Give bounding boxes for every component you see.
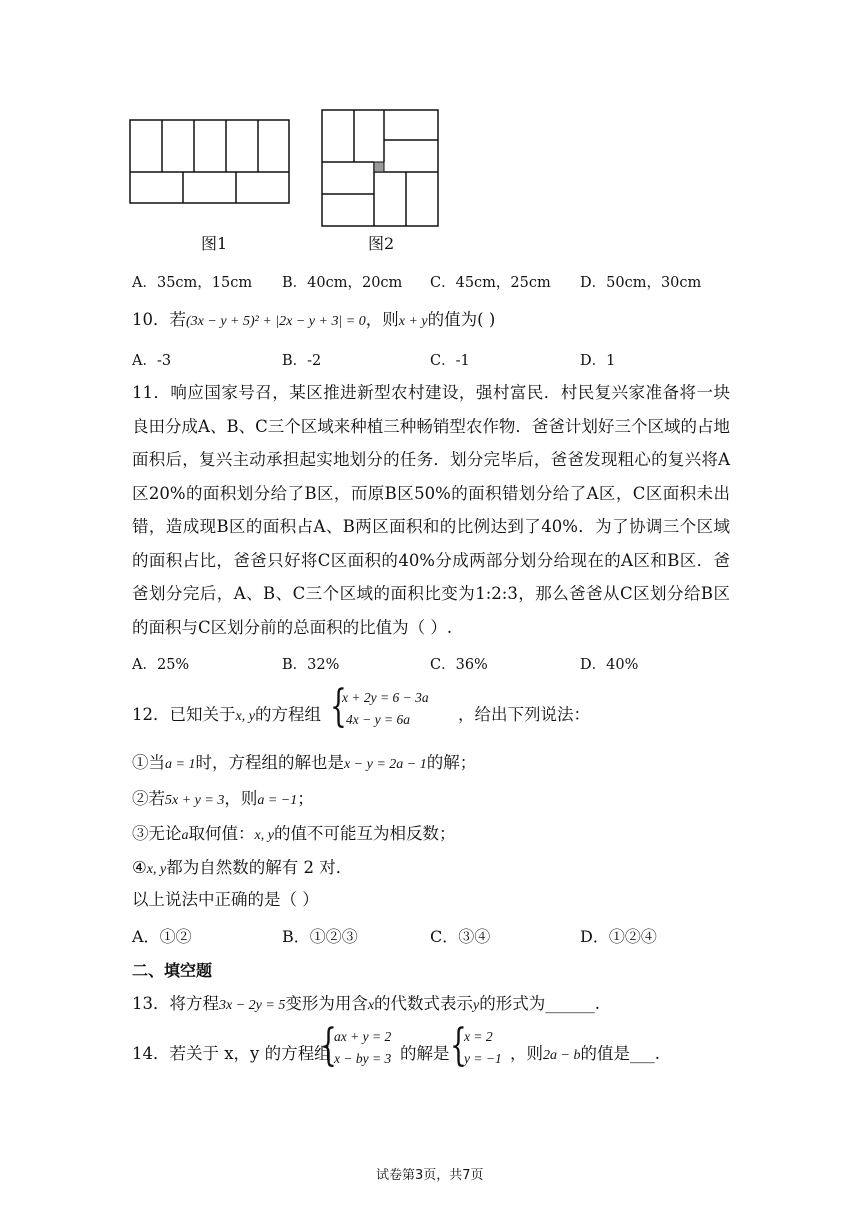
q10-option-c: C．-1 bbox=[430, 353, 470, 369]
q14-equation-system bbox=[320, 1020, 410, 1072]
q10-variable: x + y bbox=[398, 314, 428, 329]
q10-expression: (3x − y + 5)² + |2x − y + 3| = 0 bbox=[186, 314, 366, 329]
q14-eq1: ax + y = 2 bbox=[334, 1029, 392, 1044]
q10-option-a: A．-3 bbox=[132, 353, 172, 369]
q9-option-c: C．45cm，25cm bbox=[430, 275, 551, 291]
q9-option-b: B．40cm，20cm bbox=[282, 275, 403, 291]
q12-option-d: D．①②④ bbox=[580, 927, 657, 946]
q12-stem: 12．已知关于x, y的方程组 bbox=[132, 705, 321, 724]
q14-mid: 的解是 bbox=[400, 1044, 450, 1063]
figure-2-diagram bbox=[320, 108, 440, 228]
q14-end: ，则2a − b的值是___. bbox=[510, 1044, 660, 1063]
q14-sol2: y = −1 bbox=[464, 1051, 502, 1066]
q12-brace: { bbox=[330, 681, 347, 732]
q11-option-d: D．40% bbox=[580, 657, 639, 673]
q14-brace: { bbox=[320, 1020, 337, 1071]
q12-statement-3: ③无论a取何值：x, y的值不可能互为相反数； bbox=[132, 824, 456, 843]
q12-eq1: x + 2y = 6 − 3a bbox=[342, 690, 429, 705]
q14-eq2: x − by = 3 bbox=[334, 1051, 392, 1066]
q11-option-c: C．36% bbox=[430, 657, 488, 673]
q12-equation-system bbox=[330, 681, 460, 732]
q12-eq2: 4x − y = 6a bbox=[346, 712, 410, 727]
q13-stem: 13．将方程3x − 2y = 5变形为用含x的代数式表示y的形式为______. bbox=[132, 994, 601, 1013]
q11-stem: 11．响应国家号召，某区推进新型农村建设，强村富民．村民复兴家准备将一块良田分成A、B、C三个区域来种植三种畅销型农作物．爸爸计划好三个区域的占地面积后，复兴主动承担起实地划分的任务．划分完毕后，爸爸发现粗心的复兴将A区20%的面积划分给了B区，而原B区50%的面积错划分给了A区，C区面积未出错，造成现B区的面积占A、B两区面积和的比例达到了40%．为了协调三个区域的面积占比，爸爸只好将C区面积的40%分成两部分划分给现在的A区和B区．爸爸划分完后，A、B、C三个区域的面积比变为1:2:3，那么爸爸从C区划分给B区的面积与C区划分前的总面积的比值为（ ）. bbox=[132, 383, 730, 637]
q12-statement-2: ②若5x + y = 3，则a = −1； bbox=[132, 789, 314, 808]
q14-sol1: x = 2 bbox=[464, 1029, 493, 1044]
q14-solution-brace: { bbox=[450, 1020, 467, 1071]
q12-vars: x, y bbox=[235, 709, 255, 724]
q14-stem: 14．若关于 x，y 的方程组 bbox=[132, 1044, 331, 1063]
q12-statement-4: ④x, y都为自然数的解有 2 对． bbox=[132, 858, 353, 877]
figure-1-caption: 图1 bbox=[201, 234, 228, 253]
q12-option-b: B．①②③ bbox=[282, 927, 358, 946]
q11-option-b: B．32% bbox=[282, 657, 340, 673]
figure-1-diagram bbox=[128, 118, 292, 206]
q12-option-c: C．③④ bbox=[430, 927, 491, 946]
q12-statement-1: ①当a = 1时，方程组的解也是x − y = 2a − 1的解； bbox=[132, 753, 477, 772]
q10-stem: 10．若(3x − y + 5)² + |2x − y + 3| = 0，则x + y的值为( ) bbox=[132, 310, 496, 329]
figure-2-caption: 图2 bbox=[368, 234, 395, 253]
q9-option-a: A．35cm，15cm bbox=[132, 275, 253, 291]
q12-question: 以上说法中正确的是（ ） bbox=[132, 890, 319, 909]
q12-stem-end: ，给出下列说法： bbox=[458, 705, 590, 724]
q9-option-d: D．50cm，30cm bbox=[580, 275, 702, 291]
q10-option-d: D．1 bbox=[580, 353, 616, 369]
section-2-heading: 二、填空题 bbox=[132, 961, 213, 980]
q10-option-b: B．-2 bbox=[282, 353, 322, 369]
page-footer: 试卷第3页，共7页 bbox=[376, 1168, 484, 1183]
q11-option-a: A．25% bbox=[132, 657, 190, 673]
q12-option-a: A．①② bbox=[132, 927, 192, 946]
